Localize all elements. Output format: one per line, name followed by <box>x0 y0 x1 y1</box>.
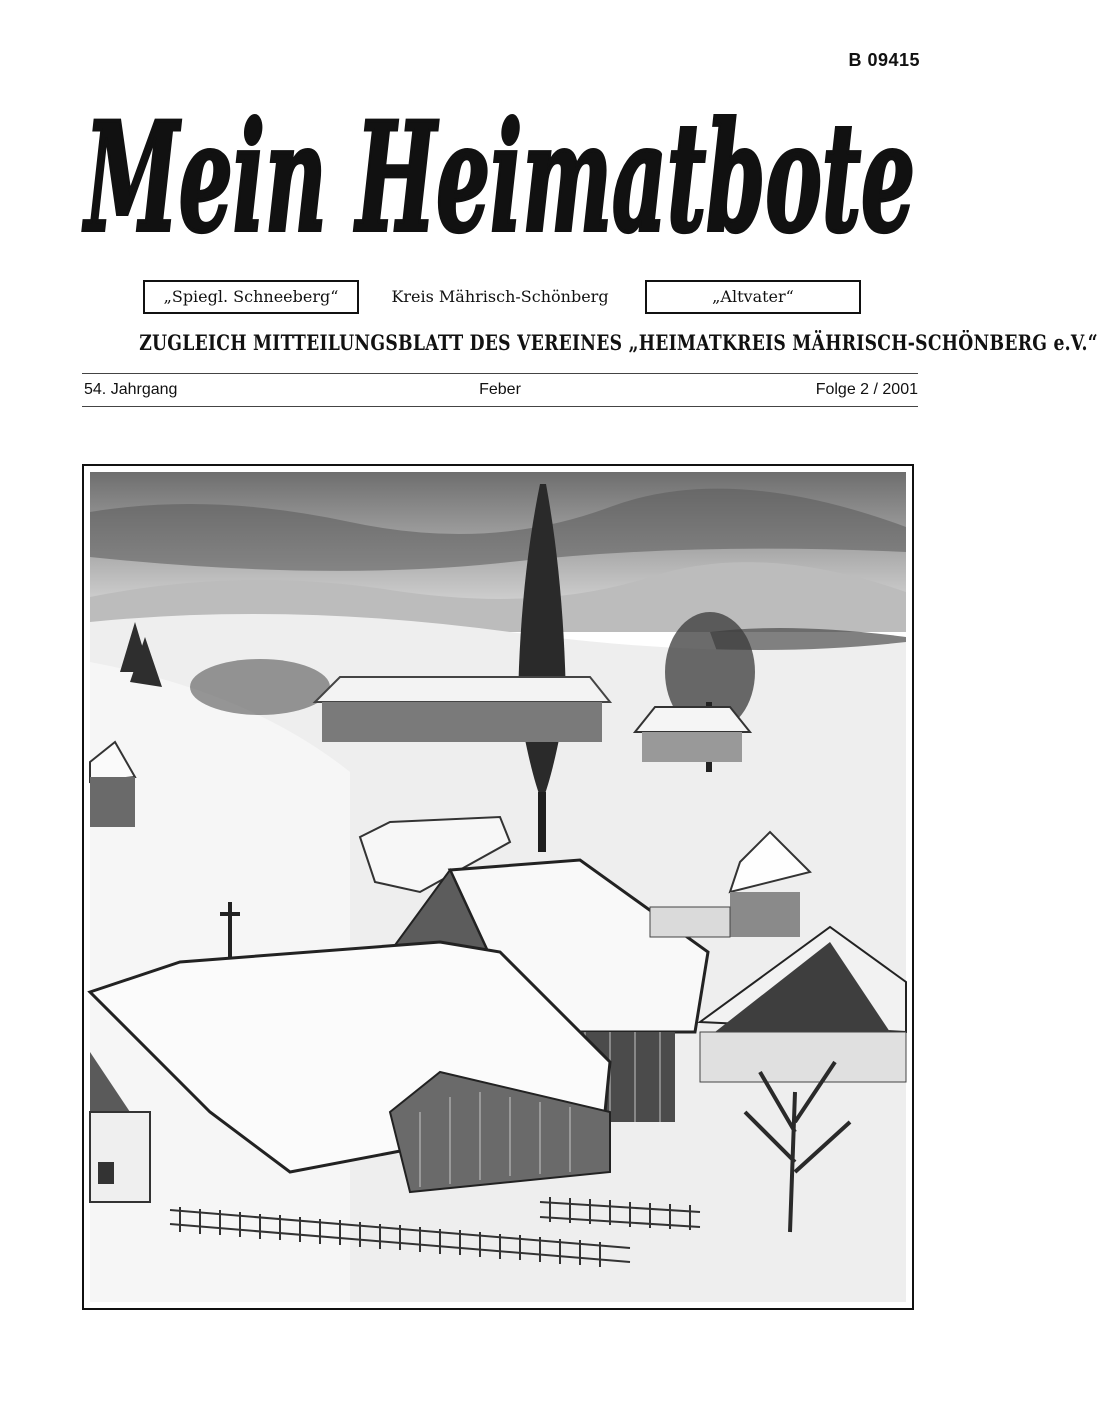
masthead-title-text: Mein Heimatbote <box>82 90 915 266</box>
blackletter-title-logo <box>80 72 920 272</box>
winter-village-illustration <box>90 472 906 1302</box>
volume-label: 54. Jahrgang <box>84 381 178 398</box>
cover-photo-frame <box>82 464 914 1310</box>
subtitle-left-box: „Spiegl. Schneeberg“ <box>143 280 359 314</box>
subtitle-center: Kreis Mährisch-Schönberg <box>391 287 609 306</box>
association-line: ZUGLEICH MITTEILUNGSBLATT DES VEREINES „HEIMATKREIS MÄHRISCH-SCHÖNBERG e.V.“ <box>139 330 1098 355</box>
issue-number-label: Folge 2 / 2001 <box>815 381 918 398</box>
divider-top <box>82 373 918 374</box>
month-label: Feber <box>479 381 521 398</box>
winter-village-photo <box>90 472 906 1302</box>
subtitle-row <box>0 280 1000 316</box>
masthead-title <box>80 72 920 272</box>
wayside-cross <box>228 902 232 957</box>
subtitle-right-box: „Altvater“ <box>645 280 861 314</box>
registration-number: B 09415 <box>848 50 920 70</box>
divider-bottom <box>82 406 918 407</box>
issue-info-row <box>82 377 918 403</box>
